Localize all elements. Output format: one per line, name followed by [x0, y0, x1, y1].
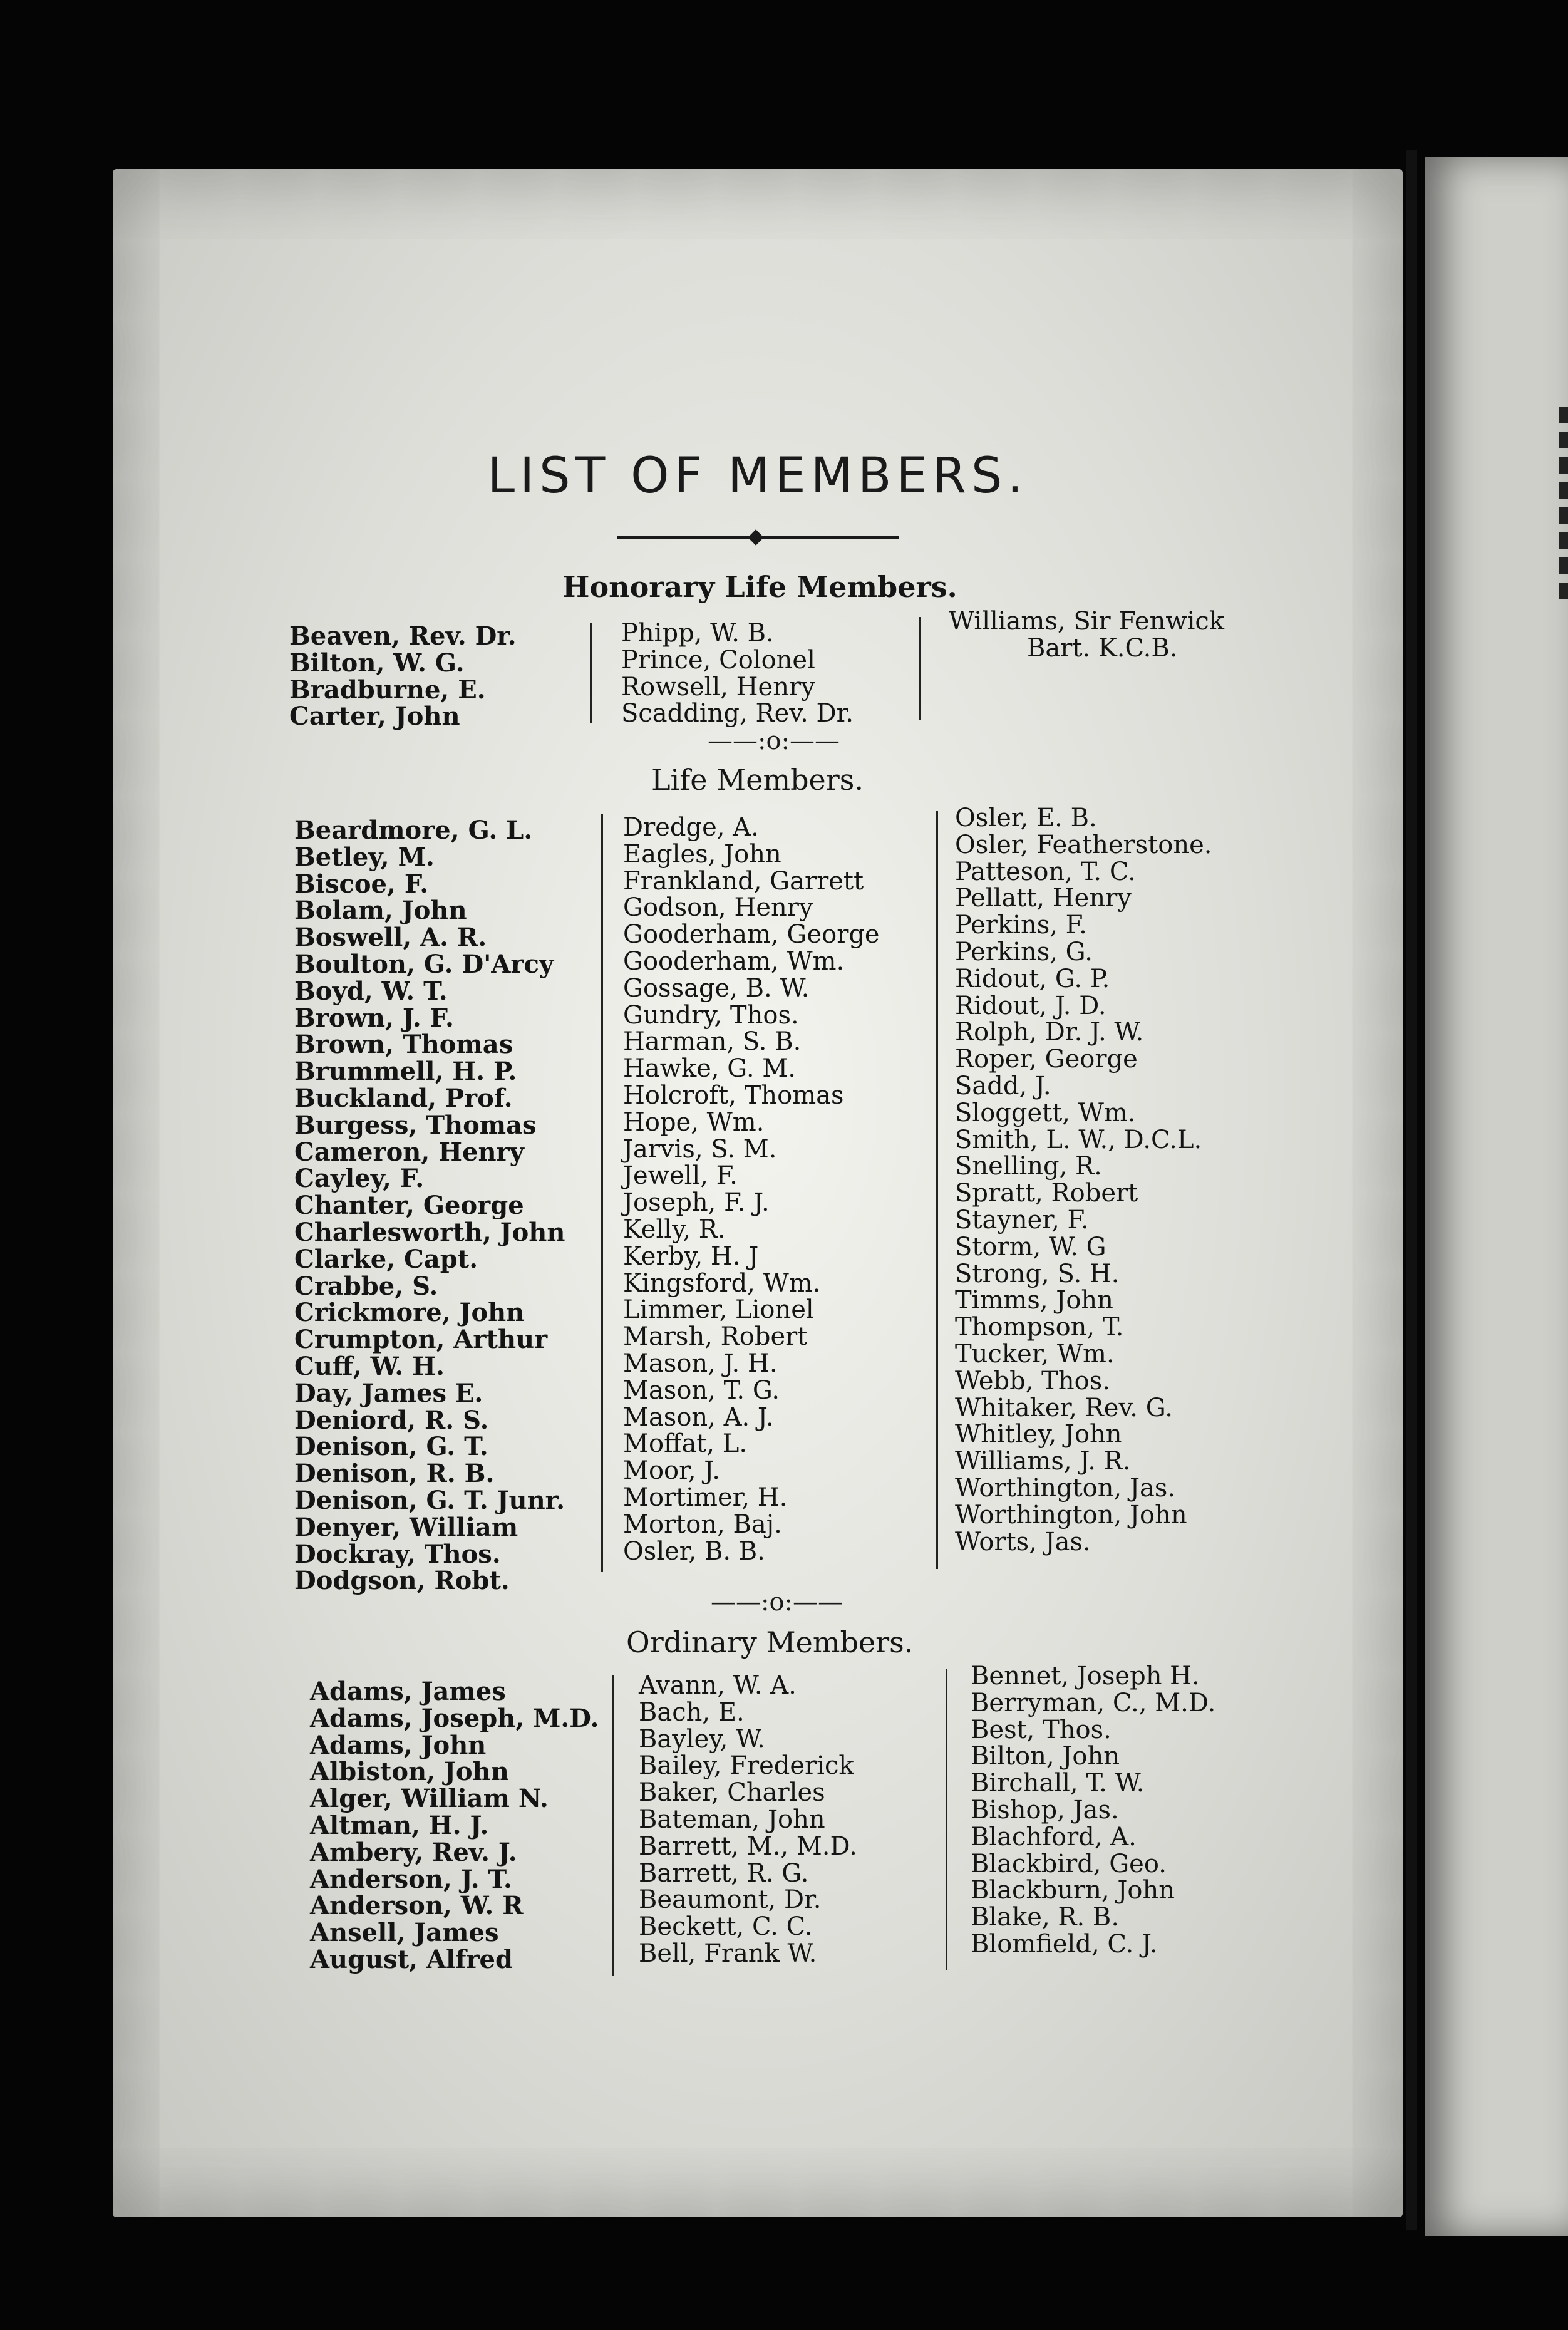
life-col-3-entry: Smith, L. W., D.C.L. [955, 1125, 1202, 1154]
ordinary-col-3 [971, 1663, 1215, 1958]
life-col-3-entry: Whitaker, Rev. G. [955, 1393, 1173, 1422]
ordinary-col-3-entry: Bishop, Jas. [971, 1795, 1119, 1825]
ordinary-heading: Ordinary Members. [626, 1625, 914, 1659]
ordinary-col-3-entry: Best, Thos. [971, 1715, 1112, 1744]
life-col-3-entry: Perkins, F. [955, 911, 1087, 940]
book-binding [1406, 150, 1417, 2230]
ordinary-col-1-entry: Ansell, James [310, 1918, 499, 1948]
ordinary-col-3-entry: Birchall, T. W. [971, 1769, 1145, 1798]
life-col-1-entry: Bolam, John [294, 896, 467, 926]
ordinary-col-2-entry: Beckett, C. C. [639, 1912, 813, 1942]
life-col-2-entry: Marsh, Robert [623, 1322, 808, 1352]
life-col-3-entry: Ridout, J. D. [955, 991, 1106, 1020]
life-col-1-entry: Boulton, G. D'Arcy [294, 949, 554, 979]
life-col-3-entry: Snelling, R. [955, 1152, 1102, 1181]
life-col-2-entry: Hawke, G. M. [623, 1054, 796, 1084]
life-col-1-entry: Beardmore, G. L. [294, 816, 533, 845]
honorary-col-1-entry: Beaven, Rev. Dr. [289, 621, 517, 651]
ordinary-col-3-entry: Bilton, John [971, 1742, 1120, 1771]
life-col-1-entry: Brummell, H. P. [294, 1057, 517, 1087]
ordinary-divider-2 [946, 1669, 947, 1970]
separator-1: ——:o:—— [708, 727, 840, 755]
life-col-1-entry: Dockray, Thos. [294, 1539, 501, 1569]
ordinary-col-1-entry: August, Alfred [310, 1944, 513, 1974]
life-col-2-entry: Mortimer, H. [623, 1483, 788, 1512]
life-col-2-entry: Gooderham, George [623, 920, 880, 950]
life-col-2-entry: Kingsford, Wm. [623, 1268, 821, 1298]
life-col-2-entry: Moffat, L. [623, 1429, 748, 1459]
life-col-2-entry: Eagles, John [623, 839, 781, 869]
life-col-3-entry: Patteson, T. C. [955, 857, 1136, 886]
ordinary-col-2-entry: Bayley, W. [639, 1724, 765, 1754]
life-col-1-entry: Brown, J. F. [294, 1003, 454, 1033]
life-col-2-entry: Moor, J. [623, 1456, 720, 1486]
life-col-1-entry: Day, James E. [294, 1378, 483, 1408]
life-col-1-entry: Cayley, F. [294, 1164, 425, 1194]
life-col-2-entry: Osler, B. B. [623, 1536, 765, 1566]
life-col-3-entry: Tucker, Wm. [955, 1339, 1115, 1369]
life-col-2-entry: Godson, Henry [623, 893, 813, 923]
life-col-1-entry: Clarke, Capt. [294, 1244, 478, 1274]
life-heading: Life Members. [651, 763, 864, 797]
ordinary-col-1-entry: Adams, John [310, 1730, 487, 1760]
life-col-1-entry: Boyd, W. T. [294, 976, 448, 1006]
life-col-3-entry: Sloggett, Wm. [955, 1098, 1136, 1127]
life-col-2-entry: Gooderham, Wm. [623, 946, 845, 976]
life-col-3-entry: Thompson, T. [955, 1313, 1124, 1342]
life-divider-1 [601, 814, 603, 1572]
life-col-3-entry: Timms, John [955, 1286, 1113, 1315]
ordinary-col-1-entry: Ambery, Rev. J. [310, 1837, 517, 1867]
life-col-2-entry: Dredge, A. [623, 813, 759, 842]
life-col-1 [294, 817, 565, 1595]
ordinary-col-2-entry: Bach, E. [639, 1697, 745, 1727]
ordinary-col-2-entry: Bailey, Frederick [639, 1751, 854, 1781]
ordinary-col-3-entry: Blackburn, John [971, 1876, 1175, 1905]
life-col-1-entry: Denison, G. T. Junr. [294, 1485, 565, 1515]
life-col-1-entry: Deniord, R. S. [294, 1405, 489, 1435]
ordinary-col-1-entry: Altman, H. J. [310, 1810, 489, 1840]
life-divider-2 [936, 811, 938, 1569]
ordinary-col-2-entry: Baker, Charles [639, 1778, 825, 1808]
life-col-1-entry: Denison, G. T. [294, 1432, 488, 1462]
life-col-2-entry: Holcroft, Thomas [623, 1080, 844, 1110]
life-col-1-entry: Denison, R. B. [294, 1459, 495, 1489]
ordinary-col-2-entry: Barrett, M., M.D. [639, 1831, 857, 1861]
ordinary-col-1-entry: Alger, William N. [310, 1784, 549, 1814]
honorary-col-3-line-2: Bart. K.C.B. [1027, 633, 1178, 663]
life-col-3-entry: Worthington, John [955, 1500, 1187, 1530]
honorary-col-1-entry: Bilton, W. G. [289, 648, 465, 678]
life-col-1-entry: Boswell, A. R. [294, 923, 487, 953]
life-col-1-entry: Buckland, Prof. [294, 1083, 513, 1113]
life-col-1-entry: Biscoe, F. [294, 869, 429, 899]
life-col-3-entry: Osler, Featherstone. [955, 830, 1212, 859]
ordinary-col-3-entry: Berryman, C., M.D. [971, 1688, 1216, 1717]
life-col-2-entry: Mason, J. H. [623, 1349, 778, 1378]
facing-page-edge [1425, 157, 1568, 2236]
life-col-2-entry: Morton, Baj. [623, 1509, 782, 1539]
honorary-col-3 [949, 608, 1224, 661]
honorary-divider-2 [919, 617, 921, 720]
ordinary-col-1-entry: Anderson, J. T. [310, 1864, 512, 1894]
life-col-1-entry: Crickmore, John [294, 1298, 525, 1328]
life-col-2-entry: Limmer, Lionel [623, 1295, 814, 1325]
life-col-3-entry: Worts, Jas. [955, 1527, 1091, 1556]
life-col-1-entry: Crumpton, Arthur [294, 1325, 548, 1355]
life-col-3-entry: Storm, W. G [955, 1232, 1106, 1261]
ordinary-col-1-entry: Anderson, W. R [310, 1891, 524, 1921]
life-col-1-entry: Dodgson, Robt. [294, 1566, 510, 1596]
life-col-3 [955, 805, 1212, 1555]
life-col-2-entry: Kerby, H. J [623, 1241, 759, 1271]
honorary-col-1 [289, 623, 517, 730]
life-col-3-entry: Osler, E. B. [955, 804, 1097, 832]
ordinary-col-3-entry: Bennet, Joseph H. [971, 1662, 1200, 1691]
life-col-3-entry: Williams, J. R. [955, 1447, 1131, 1476]
honorary-col-2-entry: Prince, Colonel [621, 645, 815, 675]
honorary-col-3-line-1: Williams, Sir Fenwick [949, 607, 1225, 636]
ordinary-col-2 [639, 1672, 857, 1967]
ordinary-col-3-entry: Blachford, A. [971, 1822, 1137, 1851]
ordinary-col-3-entry: Blomfield, C. J. [971, 1929, 1158, 1959]
life-col-1-entry: Cuff, W. H. [294, 1351, 445, 1381]
life-col-3-entry: Perkins, G. [955, 937, 1093, 966]
honorary-col-2-entry: Phipp, W. B. [621, 619, 774, 648]
life-col-2 [623, 814, 880, 1565]
ordinary-col-3-entry: Blake, R. B. [971, 1903, 1120, 1932]
life-col-2-entry: Mason, A. J. [623, 1402, 774, 1432]
honorary-col-1-entry: Carter, John [289, 702, 460, 732]
life-col-3-entry: Spratt, Robert [955, 1179, 1138, 1208]
honorary-col-2 [621, 620, 854, 727]
life-col-1-entry: Chanter, George [294, 1191, 524, 1221]
life-col-2-entry: Frankland, Garrett [623, 866, 864, 896]
life-col-3-entry: Strong, S. H. [955, 1259, 1120, 1288]
life-col-3-entry: Stayner, F. [955, 1205, 1089, 1235]
life-col-3-entry: Whitley, John [955, 1420, 1122, 1449]
honorary-col-2-entry: Scadding, Rev. Dr. [621, 699, 854, 728]
ordinary-col-1-entry: Adams, Joseph, M.D. [310, 1703, 599, 1733]
separator-2: ——:o:—— [711, 1588, 843, 1617]
life-col-2-entry: Hope, Wm. [623, 1107, 765, 1137]
life-col-2-entry: Jarvis, S. M. [623, 1134, 777, 1164]
life-col-1-entry: Crabbe, S. [294, 1271, 438, 1301]
life-col-2-entry: Mason, T. G. [623, 1375, 780, 1405]
ordinary-divider-1 [612, 1675, 614, 1976]
ordinary-col-1-entry: Albiston, John [310, 1757, 509, 1787]
life-col-3-entry: Ridout, G. P. [955, 964, 1110, 993]
life-col-3-entry: Sadd, J. [955, 1071, 1051, 1100]
honorary-col-1-entry: Bradburne, E. [289, 675, 486, 705]
page-title: LIST OF MEMBERS. [487, 448, 1028, 504]
life-col-2-entry: Gundry, Thos. [623, 1000, 799, 1030]
ordinary-col-2-entry: Avann, W. A. [639, 1671, 797, 1700]
life-col-1-entry: Brown, Thomas [294, 1030, 513, 1060]
life-col-2-entry: Gossage, B. W. [623, 973, 810, 1003]
ordinary-col-2-entry: Beaumont, Dr. [639, 1885, 822, 1915]
life-col-3-entry: Rolph, Dr. J. W. [955, 1018, 1144, 1047]
life-col-3-entry: Pellatt, Henry [955, 884, 1132, 913]
life-col-3-entry: Roper, George [955, 1045, 1138, 1074]
life-col-1-entry: Burgess, Thomas [294, 1110, 537, 1140]
honorary-col-2-entry: Rowsell, Henry [621, 672, 815, 702]
life-col-2-entry: Jewell, F. [623, 1161, 738, 1191]
ordinary-col-1 [310, 1679, 599, 1974]
ordinary-col-1-entry: Adams, James [310, 1677, 506, 1706]
life-col-3-entry: Worthington, Jas. [955, 1473, 1176, 1503]
life-col-1-entry: Charlesworth, John [294, 1217, 565, 1247]
ordinary-col-3-entry: Blackbird, Geo. [971, 1849, 1167, 1878]
honorary-heading: Honorary Life Members. [562, 570, 957, 604]
life-col-1-entry: Denyer, William [294, 1512, 518, 1542]
life-col-2-entry: Joseph, F. J. [623, 1188, 770, 1218]
ordinary-col-2-entry: Barrett, R. G. [639, 1858, 809, 1888]
life-col-1-entry: Betley, M. [294, 842, 435, 872]
life-col-1-entry: Cameron, Henry [294, 1137, 524, 1167]
life-col-2-entry: Harman, S. B. [623, 1027, 802, 1057]
ordinary-col-2-entry: Bell, Frank W. [639, 1939, 817, 1968]
life-col-2-entry: Kelly, R. [623, 1214, 726, 1244]
life-col-3-entry: Webb, Thos. [955, 1366, 1110, 1395]
ordinary-col-2-entry: Bateman, John [639, 1804, 825, 1834]
honorary-divider-1 [590, 623, 592, 723]
